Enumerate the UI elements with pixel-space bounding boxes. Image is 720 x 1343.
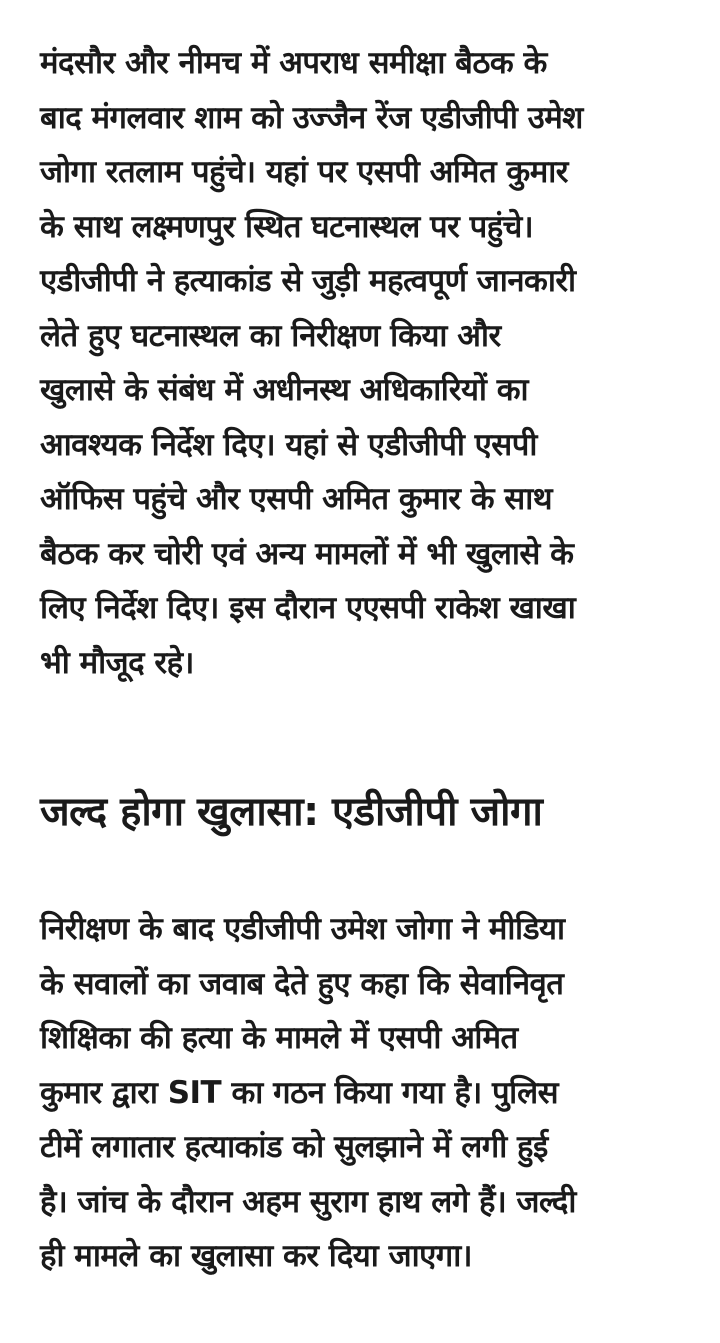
text-line: ऑफिस पहुंचे और एसपी अमित कुमार के साथ [40, 481, 553, 517]
text-line: कुमार द्वारा SIT का गठन किया गया है। पुलिस [40, 1074, 559, 1111]
text-line: जोगा रतलाम पहुंचे। यहां पर एसपी अमित कुमार [40, 154, 568, 190]
news-article [40, 36, 690, 1284]
text-line: बाद मंगलवार शाम को उज्जैन रेंज एडीजीपी उमेश [40, 99, 583, 136]
text-line: टीमें लगातार हत्याकांड को सुलझाने में लगी हुई [40, 1129, 548, 1165]
text-line: मंदसौर और नीमच में अपराध समीक्षा बैठक के [40, 45, 547, 81]
article-paragraph-2 [40, 902, 690, 1284]
text-line: निरीक्षण के बाद एडीजीपी उमेश जोगा ने मीडिया [40, 911, 565, 947]
text-line: लिए निर्देश दिए। इस दौरान एएसपी राकेश खाखा [40, 590, 576, 626]
text-line: शिक्षिका की हत्या के मामले में एसपी अमित [40, 1020, 518, 1056]
text-line: के सवालों का जवाब देते हुए कहा कि सेवानिवृत [40, 965, 564, 1002]
text-line: है। जांच के दौरान अहम सुराग हाथ लगे हैं। जल्दी [40, 1183, 576, 1220]
text-line: आवश्यक निर्देश दिए। यहां से एडीजीपी एसपी [40, 426, 537, 463]
text-line: एडीजीपी ने हत्याकांड से जुड़ी महत्वपूर्ण जानकारी [40, 263, 576, 299]
article-paragraph-1 [40, 36, 690, 690]
text-line: लेते हुए घटनास्थल का निरीक्षण किया और [40, 317, 501, 354]
text-line: भी मौजूद रहे। [40, 644, 194, 681]
text-line: खुलासे के संबंध में अधीनस्थ अधिकारियों का [40, 372, 529, 408]
text-line: ही मामले का खुलासा कर दिया जाएगा। [40, 1238, 472, 1274]
section-heading: जल्द होगा खुलासा: एडीजीपी जोगा [40, 789, 543, 835]
text-line: के साथ लक्ष्मणपुर स्थित घटनास्थल पर पहुंचे। [40, 208, 534, 245]
text-line: बैठक कर चोरी एवं अन्य मामलों में भी खुलासे के [40, 535, 574, 572]
